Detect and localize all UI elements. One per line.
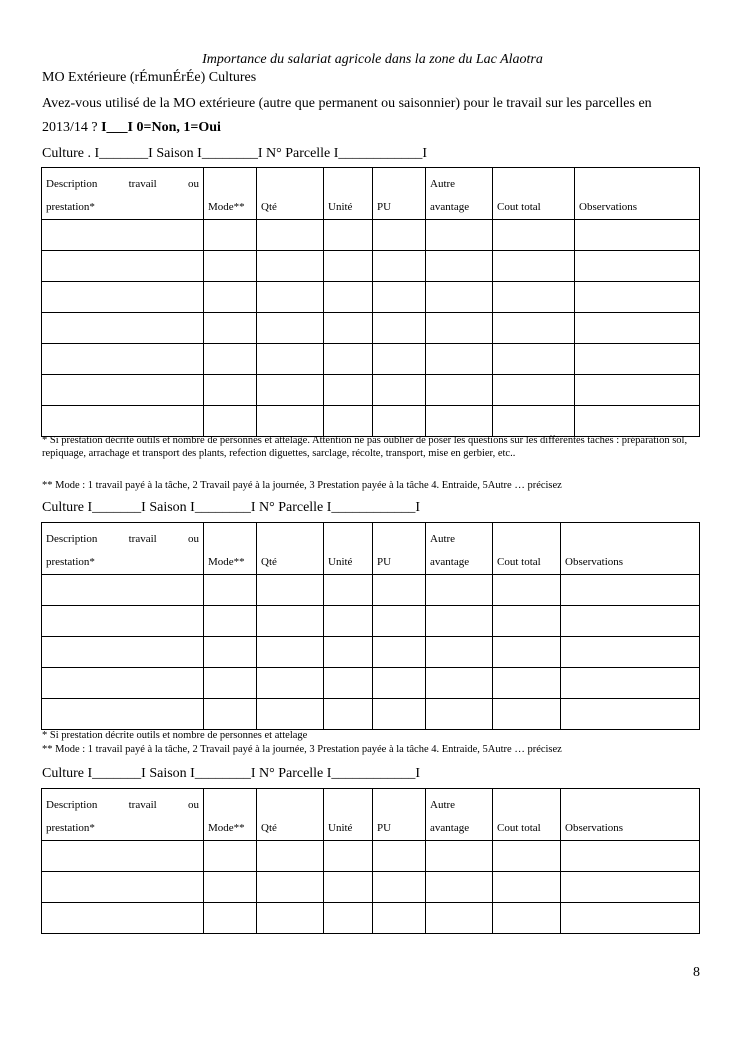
- table-cell-input[interactable]: [257, 251, 324, 282]
- table-cell-input[interactable]: [561, 872, 700, 903]
- table-cell-input[interactable]: [257, 606, 324, 637]
- table-cell-input[interactable]: [373, 841, 426, 872]
- header-unite: Unité: [324, 523, 373, 575]
- table-cell-input[interactable]: [426, 406, 493, 437]
- table-cell-input[interactable]: [493, 841, 561, 872]
- table-cell-input[interactable]: [373, 375, 426, 406]
- question-prefix: 2013/14 ?: [42, 120, 102, 135]
- table-cell-input[interactable]: [561, 699, 700, 730]
- table-cell-input[interactable]: [561, 637, 700, 668]
- note-mode-1: ** Mode : 1 travail payé à la tâche, 2 Travail payé à la journée, 3 Prestation payée à la tâche 4. Entraide, 5Autre … précisez: [42, 480, 562, 491]
- table-cell-input[interactable]: [426, 575, 493, 606]
- table-cell-input[interactable]: [373, 606, 426, 637]
- table-header-row: [42, 523, 700, 575]
- table-cell-input[interactable]: [561, 841, 700, 872]
- table-cell-input[interactable]: [575, 375, 700, 406]
- table-cell-input[interactable]: [426, 872, 493, 903]
- table-cell-input[interactable]: [42, 637, 204, 668]
- note-prestation-1: * Si prestation décrite outils et nombre de personnes et attelage. Attention ne pas oublier de poser les questions sur les différentes taches : préparation sol, repiquage, arrachage et transport des plants, refection diguettes, sarclage, récolte, transport, mise en gerbier, etc..: [42, 435, 688, 459]
- table-cell-input[interactable]: [561, 668, 700, 699]
- table-cell-input[interactable]: [561, 606, 700, 637]
- table-row: [42, 251, 700, 282]
- table-cell-input[interactable]: [324, 220, 373, 251]
- table-cell-input[interactable]: [324, 699, 373, 730]
- table-cell-input[interactable]: [204, 375, 257, 406]
- table-cell-input[interactable]: [575, 220, 700, 251]
- header-qte: Qté: [257, 168, 324, 220]
- header-mode: Mode**: [204, 168, 257, 220]
- table-cell-input[interactable]: [204, 637, 257, 668]
- header-observations: Observations: [561, 789, 700, 841]
- labor-table-1: [41, 167, 700, 437]
- table-cell-input[interactable]: [257, 313, 324, 344]
- table-cell-input[interactable]: [257, 699, 324, 730]
- table-row: [42, 375, 700, 406]
- table-cell-input[interactable]: [324, 872, 373, 903]
- labor-table-3: [41, 788, 700, 934]
- header-cout-total: Cout total: [493, 523, 561, 575]
- table-cell-input[interactable]: [493, 575, 561, 606]
- table-row: [42, 872, 700, 903]
- table-cell-input[interactable]: [42, 903, 204, 934]
- culture-line-2[interactable]: Culture I_______I Saison I________I N° Parcelle I____________I: [42, 500, 421, 515]
- table-cell-input[interactable]: [42, 606, 204, 637]
- table-cell-input[interactable]: [426, 251, 493, 282]
- table-cell-input[interactable]: [575, 251, 700, 282]
- table-cell-input[interactable]: [426, 220, 493, 251]
- table-cell-input[interactable]: [324, 406, 373, 437]
- page-number: 8: [693, 965, 700, 980]
- table-cell-input[interactable]: [257, 282, 324, 313]
- culture-line-3[interactable]: Culture I_______I Saison I________I N° Parcelle I____________I: [42, 766, 421, 781]
- header-pu: PU: [373, 523, 426, 575]
- table-cell-input[interactable]: [204, 668, 257, 699]
- table-row: [42, 668, 700, 699]
- table-cell-input[interactable]: [204, 282, 257, 313]
- header-autre-avantage: Autre avantage: [426, 168, 493, 220]
- table-row: [42, 575, 700, 606]
- table-header-row: [42, 168, 700, 220]
- table-cell-input[interactable]: [257, 841, 324, 872]
- table-cell-input[interactable]: [561, 575, 700, 606]
- table-cell-input[interactable]: [426, 606, 493, 637]
- table-cell-input[interactable]: [324, 344, 373, 375]
- table-row: [42, 637, 700, 668]
- table-cell-input[interactable]: [373, 406, 426, 437]
- table-cell-input[interactable]: [204, 903, 257, 934]
- table-cell-input[interactable]: [493, 220, 575, 251]
- header-unite: Unité: [324, 168, 373, 220]
- table-cell-input[interactable]: [575, 406, 700, 437]
- table-cell-input[interactable]: [42, 251, 204, 282]
- header-description: Description travail ou prestation*: [42, 523, 204, 575]
- table-cell-input[interactable]: [426, 282, 493, 313]
- header-pu: PU: [373, 168, 426, 220]
- table-cell-input[interactable]: [204, 313, 257, 344]
- table-cell-input[interactable]: [257, 872, 324, 903]
- table-cell-input[interactable]: [426, 841, 493, 872]
- table-row: [42, 406, 700, 437]
- table-cell-input[interactable]: [373, 699, 426, 730]
- table-cell-input[interactable]: [204, 344, 257, 375]
- table-cell-input[interactable]: [373, 575, 426, 606]
- question-line-1: Avez-vous utilisé de la MO extérieure (autre que permanent ou saisonnier) pour le travail sur les parcelles en: [42, 96, 652, 111]
- table-cell-input[interactable]: [493, 313, 575, 344]
- header-observations: Observations: [561, 523, 700, 575]
- header-pu: PU: [373, 789, 426, 841]
- table-cell-input[interactable]: [324, 282, 373, 313]
- table-cell-input[interactable]: [493, 668, 561, 699]
- table-row: [42, 313, 700, 344]
- table-cell-input[interactable]: [575, 313, 700, 344]
- table-cell-input[interactable]: [324, 251, 373, 282]
- header-qte: Qté: [257, 523, 324, 575]
- note-prestation-2: * Si prestation décrite outils et nombre de personnes et attelage: [42, 730, 308, 741]
- table-cell-input[interactable]: [493, 375, 575, 406]
- table-cell-input[interactable]: [493, 699, 561, 730]
- table-cell-input[interactable]: [324, 903, 373, 934]
- header-unite: Unité: [324, 789, 373, 841]
- table-row: [42, 903, 700, 934]
- table-cell-input[interactable]: [426, 344, 493, 375]
- table-cell-input[interactable]: [204, 406, 257, 437]
- page-header-title: Importance du salariat agricole dans la zone du Lac Alaotra: [202, 52, 543, 67]
- table-cell-input[interactable]: [257, 903, 324, 934]
- table-cell-input[interactable]: [324, 637, 373, 668]
- table-cell-input[interactable]: [204, 872, 257, 903]
- section-title: MO Extérieure (rÉmunÉrÉe) Cultures: [42, 70, 257, 85]
- header-cout-total: Cout total: [493, 168, 575, 220]
- question-line-2: [42, 120, 221, 136]
- table-row: [42, 606, 700, 637]
- table-cell-input[interactable]: [204, 251, 257, 282]
- header-autre-avantage: Autre avantage: [426, 789, 493, 841]
- table-cell-input[interactable]: [42, 841, 204, 872]
- table-cell-input[interactable]: [373, 220, 426, 251]
- table-row: [42, 220, 700, 251]
- table-row: [42, 282, 700, 313]
- table-cell-input[interactable]: [257, 375, 324, 406]
- table-cell-input[interactable]: [257, 668, 324, 699]
- table-cell-input[interactable]: [373, 637, 426, 668]
- table-cell-input[interactable]: [493, 872, 561, 903]
- table-cell-input[interactable]: [257, 220, 324, 251]
- header-description: Description travail ou prestation*: [42, 789, 204, 841]
- table-cell-input[interactable]: [42, 313, 204, 344]
- header-qte: Qté: [257, 789, 324, 841]
- table-row: [42, 344, 700, 375]
- table-cell-input[interactable]: [373, 668, 426, 699]
- table-cell-input[interactable]: [493, 903, 561, 934]
- table-cell-input[interactable]: [493, 606, 561, 637]
- table-cell-input[interactable]: [257, 406, 324, 437]
- table-cell-input[interactable]: [324, 375, 373, 406]
- table-cell-input[interactable]: [42, 375, 204, 406]
- header-mode: Mode**: [204, 789, 257, 841]
- table-cell-input[interactable]: [42, 872, 204, 903]
- table-header-row: [42, 789, 700, 841]
- table-cell-input[interactable]: [493, 406, 575, 437]
- table-cell-input[interactable]: [373, 344, 426, 375]
- table-cell-input[interactable]: [324, 575, 373, 606]
- table-cell-input[interactable]: [204, 699, 257, 730]
- table-cell-input[interactable]: [426, 699, 493, 730]
- table-cell-input[interactable]: [493, 344, 575, 375]
- table-cell-input[interactable]: [426, 903, 493, 934]
- table-cell-input[interactable]: [373, 313, 426, 344]
- header-observations: Observations: [575, 168, 700, 220]
- question-answer-field[interactable]: I___I 0=Non, 1=Oui: [101, 120, 221, 135]
- table-cell-input[interactable]: [204, 841, 257, 872]
- header-mode: Mode**: [204, 523, 257, 575]
- table-cell-input[interactable]: [324, 668, 373, 699]
- table-cell-input[interactable]: [204, 606, 257, 637]
- table-cell-input[interactable]: [324, 606, 373, 637]
- table-cell-input[interactable]: [42, 344, 204, 375]
- table-cell-input[interactable]: [42, 406, 204, 437]
- table-cell-input[interactable]: [493, 282, 575, 313]
- note-mode-2: ** Mode : 1 travail payé à la tâche, 2 Travail payé à la journée, 3 Prestation payée à la tâche 4. Entraide, 5Autre … précisez: [42, 744, 562, 755]
- table-cell-input[interactable]: [42, 282, 204, 313]
- table-cell-input[interactable]: [426, 637, 493, 668]
- table-cell-input[interactable]: [493, 637, 561, 668]
- header-autre-avantage: Autre avantage: [426, 523, 493, 575]
- table-cell-input[interactable]: [373, 251, 426, 282]
- table-cell-input[interactable]: [42, 575, 204, 606]
- table-cell-input[interactable]: [575, 282, 700, 313]
- table-cell-input[interactable]: [426, 375, 493, 406]
- table-cell-input[interactable]: [204, 220, 257, 251]
- table-cell-input[interactable]: [493, 251, 575, 282]
- table-cell-input[interactable]: [373, 903, 426, 934]
- table-cell-input[interactable]: [324, 313, 373, 344]
- table-cell-input[interactable]: [373, 282, 426, 313]
- table-cell-input[interactable]: [426, 668, 493, 699]
- header-description: Description travail ou prestation*: [42, 168, 204, 220]
- table-cell-input[interactable]: [257, 575, 324, 606]
- table-cell-input[interactable]: [257, 637, 324, 668]
- culture-line-1[interactable]: Culture . I_______I Saison I________I N° Parcelle I____________I: [42, 146, 428, 161]
- table-cell-input[interactable]: [575, 344, 700, 375]
- table-cell-input[interactable]: [257, 344, 324, 375]
- table-row: [42, 841, 700, 872]
- table-cell-input[interactable]: [204, 575, 257, 606]
- table-cell-input[interactable]: [561, 903, 700, 934]
- table-row: [42, 699, 700, 730]
- table-cell-input[interactable]: [426, 313, 493, 344]
- labor-table-2: [41, 522, 700, 730]
- table-cell-input[interactable]: [324, 841, 373, 872]
- table-cell-input[interactable]: [42, 699, 204, 730]
- table-cell-input[interactable]: [42, 220, 204, 251]
- header-cout-total: Cout total: [493, 789, 561, 841]
- table-cell-input[interactable]: [373, 872, 426, 903]
- table-cell-input[interactable]: [42, 668, 204, 699]
